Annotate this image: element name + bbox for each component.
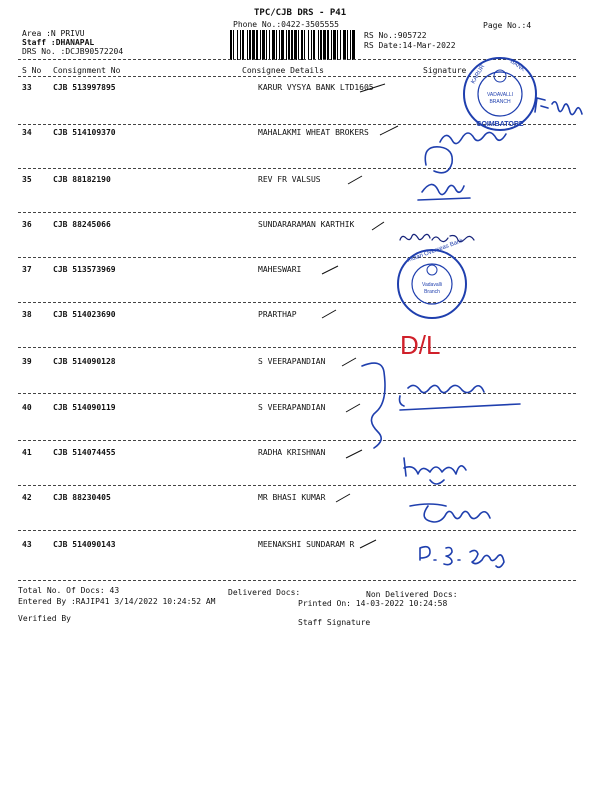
row-sno: 33 bbox=[22, 83, 32, 92]
row-divider bbox=[18, 257, 576, 258]
row-sno: 35 bbox=[22, 175, 32, 184]
barcode-bar bbox=[242, 30, 244, 60]
drs-number: DRS No. :DCJB90572204 bbox=[22, 47, 124, 56]
row-consignment: CJB 513573969 bbox=[53, 265, 116, 274]
barcode-bar bbox=[260, 30, 261, 60]
row-consignee: REV FR VALSUS bbox=[258, 175, 321, 184]
phone-number: Phone No.:0422-3505555 bbox=[233, 20, 339, 29]
barcode-bar bbox=[247, 30, 248, 60]
document-title: TPC/CJB DRS - P41 bbox=[254, 8, 347, 18]
barcode-bar bbox=[352, 30, 355, 60]
row-divider bbox=[18, 440, 576, 441]
row-consignment: CJB 88245066 bbox=[53, 220, 111, 229]
kvb-stamp bbox=[460, 54, 540, 134]
barcode-bar bbox=[301, 30, 303, 60]
row-divider bbox=[18, 168, 576, 169]
barcode-bar bbox=[333, 30, 336, 60]
row-consignee: MAHESWARI bbox=[258, 265, 302, 274]
column-consignee: Consignee Details bbox=[242, 66, 324, 75]
barcode-bar bbox=[347, 30, 348, 60]
barcode-bar bbox=[308, 30, 309, 60]
row-consignment: CJB 514109370 bbox=[53, 128, 116, 137]
delivered-docs: Delivered Docs: bbox=[228, 588, 301, 597]
row-consignee: SUNDARARAMAN KARTHIK bbox=[258, 220, 355, 229]
row-divider bbox=[18, 393, 576, 394]
row-sno: 36 bbox=[22, 220, 32, 229]
barcode-bar bbox=[272, 30, 275, 60]
staff-signature: Staff Signature bbox=[298, 618, 371, 627]
barcode-bar bbox=[286, 30, 287, 60]
barcode-bar bbox=[350, 30, 351, 60]
row-consignment: CJB 88230405 bbox=[53, 493, 111, 502]
row-consignee: S VEERAPANDIAN bbox=[258, 403, 326, 412]
row-consignee: RADHA KRISHNAN bbox=[258, 448, 326, 457]
rs-date: RS Date:14-Mar-2022 bbox=[364, 41, 456, 50]
row-consignee: MAHALAKMI WHEAT BROKERS bbox=[258, 128, 369, 137]
row-consignee: MR BHASI KUMAR bbox=[258, 493, 326, 502]
barcode-bar bbox=[304, 30, 305, 60]
svg-text:Branch: Branch bbox=[424, 289, 440, 295]
row-divider bbox=[18, 302, 576, 303]
non-delivered-docs: Non Delivered Docs: bbox=[366, 590, 458, 599]
barcode-bar bbox=[327, 30, 329, 60]
row-divider bbox=[18, 485, 576, 486]
table-row bbox=[18, 310, 578, 355]
row-sno: 43 bbox=[22, 540, 32, 549]
barcode-bar bbox=[256, 30, 258, 60]
column-consignment: Consignment No bbox=[53, 66, 121, 75]
barcode-bar bbox=[298, 30, 299, 60]
staff-label: Staff :DHANAPAL bbox=[22, 38, 95, 47]
row-consignment: CJB 88182190 bbox=[53, 175, 111, 184]
row-consignment: CJB 513997895 bbox=[53, 83, 116, 92]
barcode-bar bbox=[252, 30, 255, 60]
barcode-bar bbox=[331, 30, 332, 60]
barcode-bar bbox=[249, 30, 251, 60]
barcode-bar bbox=[343, 30, 346, 60]
barcode bbox=[230, 30, 356, 60]
svg-text:Vadavalli: Vadavalli bbox=[422, 282, 442, 288]
page-number: Page No.:4 bbox=[483, 21, 532, 30]
table-row bbox=[18, 175, 578, 220]
row-divider bbox=[18, 212, 576, 213]
barcode-bar bbox=[323, 30, 326, 60]
table-row bbox=[18, 128, 578, 173]
area-label: Area :N PRIVU bbox=[22, 29, 85, 38]
row-divider bbox=[18, 530, 576, 531]
barcode-bar bbox=[288, 30, 290, 60]
barcode-bar bbox=[313, 30, 315, 60]
signature-row-38: D/L bbox=[400, 330, 441, 360]
row-sno: 38 bbox=[22, 310, 32, 319]
row-consignee: PRARTHAP bbox=[258, 310, 297, 319]
row-sno: 42 bbox=[22, 493, 32, 502]
table-row bbox=[18, 265, 578, 310]
barcode-bar bbox=[237, 30, 238, 60]
row-sno: 39 bbox=[22, 357, 32, 366]
svg-text:VADAVALLI: VADAVALLI bbox=[486, 92, 514, 98]
svg-text:BANK: BANK bbox=[508, 58, 526, 74]
table-row bbox=[18, 448, 578, 493]
table-row bbox=[18, 220, 578, 265]
row-consignment: CJB 514090119 bbox=[53, 403, 116, 412]
iob-stamp bbox=[392, 238, 472, 324]
verified-by: Verified By bbox=[18, 614, 71, 623]
barcode-bar bbox=[233, 30, 234, 60]
svg-text:BRANCH: BRANCH bbox=[489, 99, 511, 105]
barcode-bar bbox=[230, 30, 232, 60]
svg-text:Indian Overseas Bank: Indian Overseas Bank bbox=[406, 238, 465, 264]
row-divider bbox=[18, 347, 576, 348]
row-consignment: CJB 514074455 bbox=[53, 448, 116, 457]
row-consignment: CJB 514023690 bbox=[53, 310, 116, 319]
table-row bbox=[18, 540, 578, 585]
barcode-bar bbox=[240, 30, 241, 60]
row-divider bbox=[18, 580, 576, 581]
barcode-bar bbox=[281, 30, 284, 60]
barcode-bar bbox=[337, 30, 338, 60]
barcode-bar bbox=[311, 30, 312, 60]
row-consignee: MEENAKSHI SUNDARAM R bbox=[258, 540, 355, 549]
row-sno: 41 bbox=[22, 448, 32, 457]
rs-number: RS No.:905722 bbox=[364, 31, 427, 40]
total-docs: Total No. Of Docs: 43 bbox=[18, 586, 120, 595]
row-consignee: S VEERAPANDIAN bbox=[258, 357, 326, 366]
barcode-bar bbox=[294, 30, 297, 60]
row-sno: 40 bbox=[22, 403, 32, 412]
svg-text:KARUR: KARUR bbox=[470, 63, 487, 85]
svg-text:COIMBATORE: COIMBATORE bbox=[476, 121, 524, 128]
table-row bbox=[18, 493, 578, 538]
barcode-bar bbox=[266, 30, 267, 60]
entered-by: Entered By :RAJIP41 3/14/2022 10:24:52 AM bbox=[18, 597, 216, 606]
barcode-bar bbox=[318, 30, 319, 60]
barcode-bar bbox=[291, 30, 293, 60]
row-sno: 34 bbox=[22, 128, 32, 137]
barcode-bar bbox=[279, 30, 280, 60]
row-sno: 37 bbox=[22, 265, 32, 274]
table-row bbox=[18, 403, 578, 448]
row-consignment: CJB 514090128 bbox=[53, 357, 116, 366]
barcode-bar bbox=[320, 30, 322, 60]
printed-on: Printed On: 14-03-2022 10:24:58 bbox=[298, 599, 448, 608]
table-row bbox=[18, 357, 578, 402]
barcode-bar bbox=[269, 30, 270, 60]
barcode-bar bbox=[340, 30, 341, 60]
column-sno: S No bbox=[22, 66, 42, 75]
row-consignment: CJB 514090143 bbox=[53, 540, 116, 549]
barcode-bar bbox=[262, 30, 265, 60]
barcode-bar bbox=[276, 30, 277, 60]
column-signature: Signature bbox=[423, 66, 467, 75]
row-consignee: KARUR VYSYA BANK LTD1605 bbox=[258, 83, 374, 92]
